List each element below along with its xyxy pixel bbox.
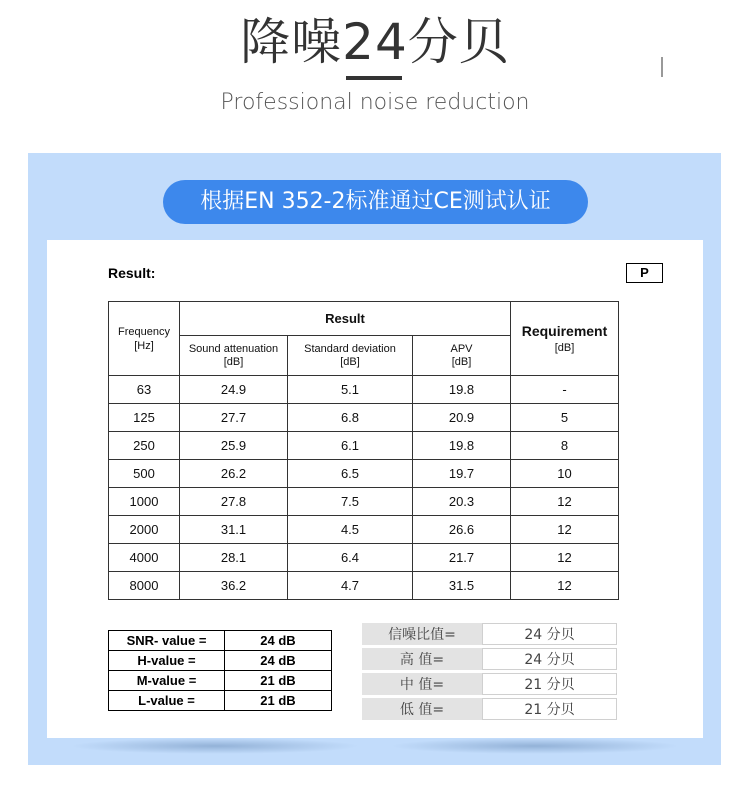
- cn-low-label: 低 值=: [362, 698, 482, 720]
- divider-mark: [661, 57, 663, 77]
- table-cell: 6.5: [288, 460, 413, 488]
- table-cell: 27.7: [180, 404, 288, 432]
- header-requirement-unit: [dB]: [554, 342, 575, 354]
- result-label: Result:: [108, 265, 156, 281]
- h-value: 24 dB: [225, 651, 332, 671]
- table-cell: 8000: [109, 572, 180, 600]
- h-label: H-value =: [109, 651, 225, 671]
- title-underline: [346, 76, 402, 80]
- certification-badge: 根据EN 352-2标准通过CE测试认证: [163, 180, 588, 224]
- table-row: [109, 651, 332, 671]
- table-cell: 25.9: [180, 432, 288, 460]
- table-cell: 19.8: [413, 376, 511, 404]
- l-value: 21 dB: [225, 691, 332, 711]
- table-cell: 8: [511, 432, 619, 460]
- table-cell: 19.7: [413, 460, 511, 488]
- table-cell: 6.8: [288, 404, 413, 432]
- header-apv: [413, 336, 511, 376]
- table-row: [362, 648, 617, 670]
- header-requirement-label: Requirement: [521, 323, 608, 339]
- table-cell: 31.1: [180, 516, 288, 544]
- table-row: [109, 572, 619, 600]
- table-cell: 4.7: [288, 572, 413, 600]
- table-cell: 6.1: [288, 432, 413, 460]
- cn-values-table: [362, 620, 617, 723]
- table-cell: 7.5: [288, 488, 413, 516]
- table-cell: 36.2: [180, 572, 288, 600]
- pass-mark: P: [626, 263, 663, 283]
- header-sub-unit: [dB]: [223, 355, 244, 368]
- snr-value: 24 dB: [225, 631, 332, 651]
- table-cell: 250: [109, 432, 180, 460]
- cn-mid-label: 中 值=: [362, 673, 482, 695]
- sheet-shadow-right: [390, 738, 680, 754]
- table-cell: 19.8: [413, 432, 511, 460]
- table-cell: -: [511, 376, 619, 404]
- table-row: [362, 623, 617, 645]
- snr-label: SNR- value =: [109, 631, 225, 651]
- header-sound-attenuation: [180, 336, 288, 376]
- table-row: [109, 691, 332, 711]
- table-cell: 24.9: [180, 376, 288, 404]
- table-cell: 12: [511, 572, 619, 600]
- table-cell: 27.8: [180, 488, 288, 516]
- l-label: L-value =: [109, 691, 225, 711]
- table-cell: 26.2: [180, 460, 288, 488]
- attenuation-table: [108, 301, 619, 600]
- header-frequency: [109, 302, 180, 376]
- header-sub-label: Sound attenuation: [188, 342, 279, 355]
- header-sub-label: APV: [450, 342, 473, 355]
- m-value: 21 dB: [225, 671, 332, 691]
- cn-high-value: 24 分贝: [482, 648, 617, 670]
- table-cell: 1000: [109, 488, 180, 516]
- table-cell: 63: [109, 376, 180, 404]
- page-subtitle: Professional noise reduction: [220, 90, 530, 115]
- table-row: [109, 631, 332, 651]
- snr-values-table: [108, 630, 332, 711]
- table-cell: 31.5: [413, 572, 511, 600]
- header-frequency-unit: [Hz]: [134, 339, 154, 352]
- table-row: [109, 544, 619, 572]
- table-cell: 20.9: [413, 404, 511, 432]
- cn-snr-value: 24 分贝: [482, 623, 617, 645]
- table-row: [109, 404, 619, 432]
- header-frequency-label: Frequency: [118, 325, 170, 338]
- table-cell: 20.3: [413, 488, 511, 516]
- table-cell: 28.1: [180, 544, 288, 572]
- cn-high-label: 高 值=: [362, 648, 482, 670]
- header-sub-label: Standard deviation: [304, 342, 396, 355]
- table-row: [109, 376, 619, 404]
- table-cell: 12: [511, 488, 619, 516]
- sheet-shadow-left: [70, 738, 360, 754]
- table-row: [362, 673, 617, 695]
- page-title: 降噪24分贝: [240, 13, 510, 71]
- table-cell: 4000: [109, 544, 180, 572]
- header-result: Result: [180, 302, 511, 336]
- header-requirement: [511, 302, 619, 376]
- table-row: [362, 698, 617, 720]
- table-row: [109, 432, 619, 460]
- m-label: M-value =: [109, 671, 225, 691]
- table-cell: 5.1: [288, 376, 413, 404]
- cn-mid-value: 21 分贝: [482, 673, 617, 695]
- header-sub-unit: [dB]: [451, 355, 472, 368]
- table-cell: 10: [511, 460, 619, 488]
- table-cell: 12: [511, 544, 619, 572]
- table-cell: 12: [511, 516, 619, 544]
- table-cell: 500: [109, 460, 180, 488]
- table-cell: 125: [109, 404, 180, 432]
- table-row: [109, 671, 332, 691]
- table-cell: 5: [511, 404, 619, 432]
- table-row: [109, 460, 619, 488]
- cn-snr-label: 信噪比值=: [362, 623, 482, 645]
- header-standard-deviation: [288, 336, 413, 376]
- header-sub-unit: [dB]: [340, 355, 360, 368]
- table-cell: 26.6: [413, 516, 511, 544]
- cn-low-value: 21 分贝: [482, 698, 617, 720]
- table-cell: 21.7: [413, 544, 511, 572]
- table-cell: 4.5: [288, 516, 413, 544]
- table-cell: 6.4: [288, 544, 413, 572]
- table-row: [109, 488, 619, 516]
- table-cell: 2000: [109, 516, 180, 544]
- table-row: [109, 516, 619, 544]
